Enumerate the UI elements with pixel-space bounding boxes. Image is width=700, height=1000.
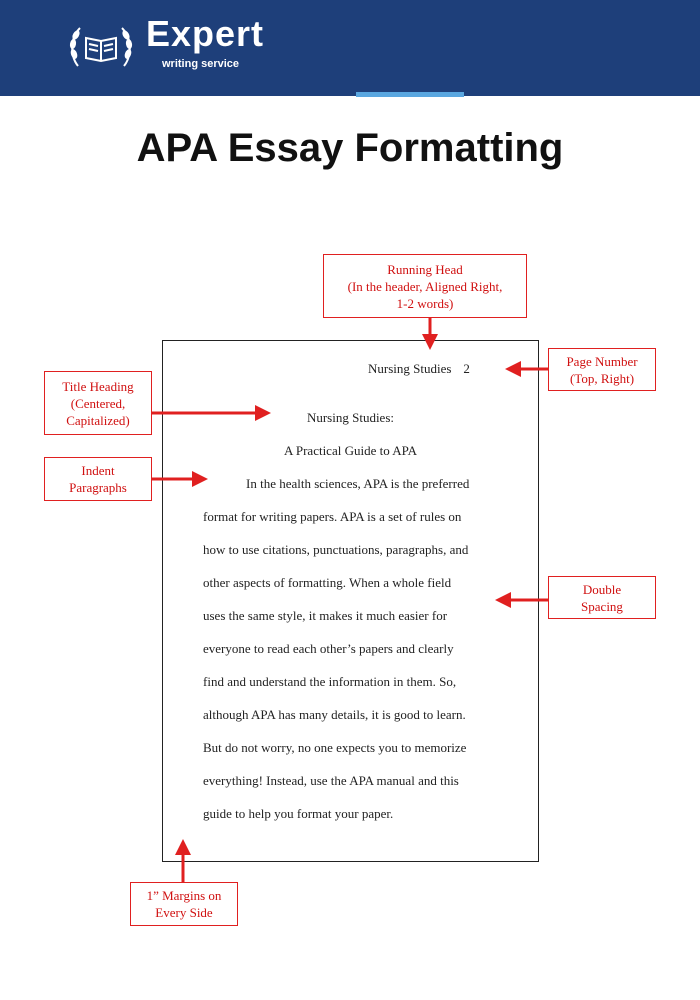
body-line: everyone to read each other’s papers and clearly (203, 641, 454, 656)
arrow-indent (152, 471, 208, 487)
body-line: But do not worry, no one expects you to memorize (203, 740, 467, 755)
body-line: uses the same style, it makes it much easier for (203, 608, 448, 623)
callout-page-number: Page Number (Top, Right) (548, 348, 656, 391)
body-line: format for writing papers. APA is a set of rules on (203, 509, 462, 524)
body-line: everything! Instead, use the APA manual and this (203, 773, 459, 788)
arrow-double-spacing (495, 592, 548, 608)
page-title: APA Essay Formatting (136, 126, 564, 170)
arrow-page-number (505, 361, 548, 377)
callout-title-heading: Title Heading (Centered, Capitalized) (44, 371, 152, 435)
body-line: although APA has many details, it is good to learn. (203, 707, 466, 722)
brand-name: Expert (146, 13, 265, 54)
arrow-margins (175, 839, 191, 882)
callout-indent-paragraphs: Indent Paragraphs (44, 457, 152, 501)
body-line: other aspects of formatting. When a whole field (203, 575, 452, 590)
callout-margins: 1” Margins on Every Side (130, 882, 238, 926)
body-line: find and understand the information in them. So, (203, 674, 457, 689)
brand-tagline: writing service (162, 58, 240, 70)
running-head-text: Nursing Studies (368, 361, 452, 376)
body-line: guide to help you format your paper. (203, 806, 394, 821)
body-line: how to use citations, punctuations, paragraphs, and (203, 542, 469, 557)
callout-running-head: Running Head (In the header, Aligned Right, 1-2 words) (323, 254, 527, 318)
arrow-title-heading (152, 405, 271, 421)
callout-double-spacing: Double Spacing (548, 576, 656, 619)
document-title-line-1: Nursing Studies: (306, 410, 395, 425)
document-title-line-2: A Practical Guide to APA (283, 443, 418, 458)
body-line: In the health sciences, APA is the preferred (246, 476, 470, 491)
arrow-running-head (422, 318, 438, 350)
page-number: 2 (463, 361, 470, 376)
